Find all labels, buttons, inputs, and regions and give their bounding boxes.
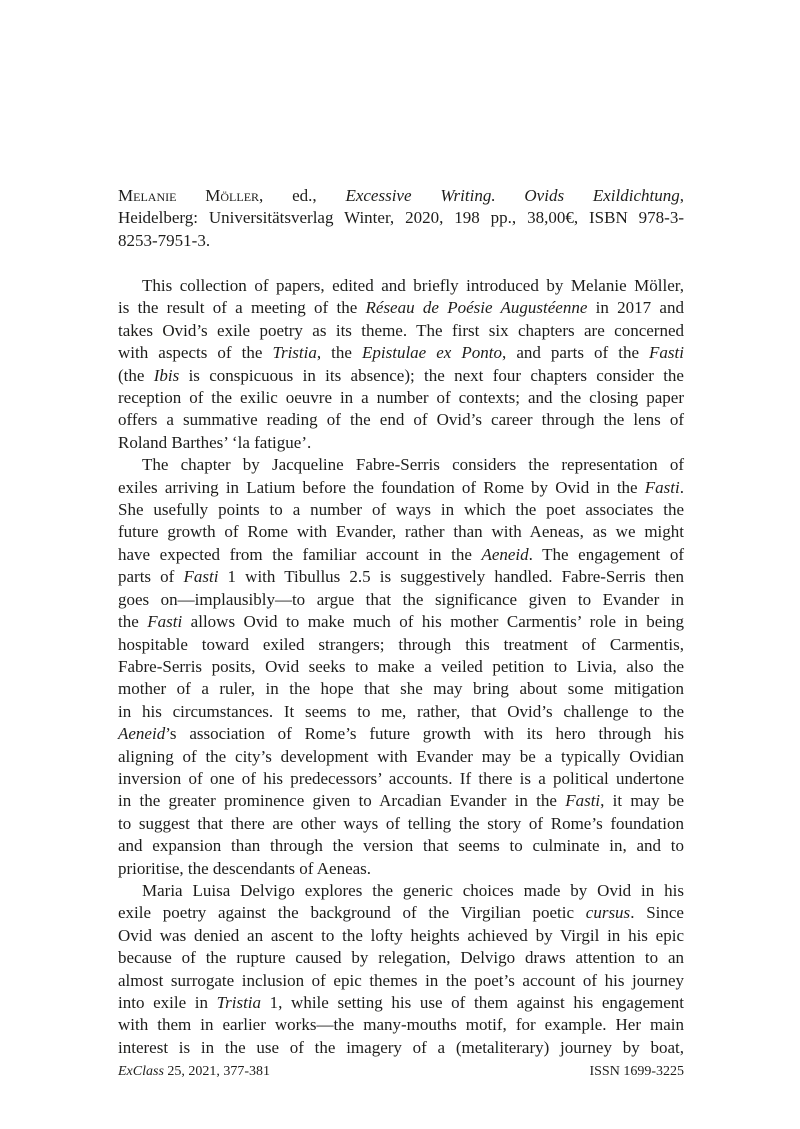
- text-line: [118, 320, 684, 342]
- bibliographic-header: [118, 185, 684, 252]
- text-segment: cursus: [585, 903, 631, 923]
- paragraph: [118, 275, 684, 454]
- text-segment: with aspects of the: [118, 343, 273, 363]
- text-line: [118, 275, 684, 297]
- text-segment: This collection of papers, edited and briefly introduced by Melanie Möller,: [142, 276, 684, 295]
- text-line: [118, 970, 684, 992]
- text-line: [118, 656, 684, 678]
- text-line: [118, 499, 684, 521]
- text-line: [118, 634, 684, 656]
- text-line: [118, 297, 684, 319]
- text-line: [118, 835, 684, 857]
- text-line: [118, 544, 684, 566]
- text-line: [118, 701, 684, 723]
- text-line: [118, 858, 684, 880]
- text-segment: in the greater prominence given to Arcadian Evander in the: [118, 791, 566, 811]
- text-segment: in his circumstances. It seems to me, rather, that Ovid’s challenge to the: [118, 701, 684, 721]
- text-line: [118, 387, 684, 409]
- text-segment: Fabre-Serris posits, Ovid seeks to make a veiled petition to Livia, also the: [118, 656, 684, 676]
- text-segment: Fasti: [147, 612, 183, 632]
- text-segment: parts of: [118, 567, 184, 587]
- paragraph: [118, 880, 684, 1059]
- text-segment: takes Ovid’s exile poetry as its theme. The first six chapters are concerned: [118, 320, 684, 340]
- text-line: [118, 925, 684, 947]
- text-line: [118, 678, 684, 700]
- text-segment: future growth of Rome with Evander, rather than with Aeneas, as we might: [118, 522, 684, 542]
- text-segment: into exile in: [118, 993, 217, 1012]
- text-segment: aligning of the city’s development with Evander may be a typically Ovidian: [118, 746, 684, 766]
- review-body: [118, 253, 684, 1059]
- text-segment: , the: [316, 343, 362, 363]
- text-segment: . Since: [630, 903, 684, 923]
- text-line: [118, 409, 684, 431]
- text-line: [118, 947, 684, 969]
- text-segment: interest is in the use of the imagery of a (metaliterary) journey by boat,: [118, 1037, 684, 1057]
- reviewed-book-title: Excessive Writing. Ovids Exildichtung: [345, 186, 680, 205]
- journal-name: ExClass: [118, 1064, 164, 1079]
- text-line: [118, 432, 684, 454]
- text-line: [118, 342, 684, 364]
- text-segment: Aeneid: [481, 544, 529, 564]
- text-segment: goes on—implausibly—to argue that the significance given to Evander in: [118, 589, 684, 609]
- text-segment: Ibis: [153, 365, 180, 385]
- text-line: [118, 880, 684, 902]
- text-segment: prioritise, the descendants of Aeneas.: [118, 858, 372, 878]
- text-segment: Fasti: [644, 477, 680, 497]
- journal-citation: ExClass 25, 2021, 377-381: [118, 1064, 271, 1079]
- text-line: [118, 790, 684, 812]
- text-segment: and expansion than through the version that seems to culminate in, and to: [118, 836, 684, 856]
- text-segment: Aeneid: [118, 724, 166, 744]
- text-line: [118, 1014, 684, 1036]
- text-segment: Epistulae ex Ponto: [362, 343, 503, 363]
- text-segment: Fasti: [183, 567, 219, 587]
- text-segment: Fasti: [649, 343, 684, 363]
- text-segment: inversion of one of his predecessors’ accounts. If there is a political undertone: [118, 768, 684, 788]
- text-segment: Roland Barthes’ ‘la fatigue’.: [118, 432, 312, 452]
- text-segment: mother of a ruler, in the hope that she may bring about some mitigation: [118, 679, 684, 699]
- paragraph: [118, 454, 684, 880]
- text-segment: ’s association of Rome’s future growth with its hero through his: [165, 724, 684, 744]
- text-line: [118, 1037, 684, 1059]
- header-line-1: Melanie Möller, ed., Excessive Writing. Ovids Exildichtung,: [118, 186, 684, 205]
- text-line: [118, 521, 684, 543]
- text-segment: offers a summative reading of the end of Ovid’s career through the lens of: [118, 410, 684, 430]
- paragraph-gap: [118, 253, 684, 275]
- text-segment: , and parts of the: [502, 343, 650, 363]
- journal-issn: ISSN 1699-3225: [589, 1064, 684, 1079]
- reviewed-editor: Melanie Möller: [118, 186, 260, 205]
- text-segment: is conspicuous in its absence); the next four chapters consider the: [179, 365, 684, 385]
- text-segment: reception of the exilic oeuvre in a number of contexts; and the closing paper: [118, 388, 684, 408]
- text-segment: Réseau de Poésie Augustéenne: [365, 298, 588, 318]
- text-line: [118, 566, 684, 588]
- text-line: [118, 723, 684, 745]
- text-segment: , it may be: [600, 791, 684, 811]
- text-segment: hospitable toward exiled strangers; through this treatment of Carmentis,: [118, 634, 684, 654]
- text-segment: exile poetry against the background of the Virgilian poetic: [118, 903, 586, 923]
- text-segment: in 2017 and: [587, 298, 684, 318]
- text-line: [118, 992, 684, 1014]
- text-segment: Tristia: [216, 993, 262, 1012]
- text-segment: Tristia: [272, 343, 317, 363]
- text-segment: Ovid was denied an ascent to the lofty heights achieved by Virgil in his epic: [118, 925, 684, 945]
- text-line: [118, 902, 684, 924]
- text-segment: exiles arriving in Latium before the foundation of Rome by Ovid in the: [118, 477, 645, 497]
- text-line: [118, 611, 684, 633]
- text-segment: almost surrogate inclusion of epic themes in the poet’s account of his journey: [118, 970, 684, 990]
- text-segment: The chapter by Jacqueline Fabre-Serris considers the representation of: [142, 455, 684, 475]
- text-segment: . The engagement of: [528, 544, 684, 564]
- text-segment: 1 with Tibullus 2.5 is suggestively handled. Fabre-Serris then: [218, 567, 684, 587]
- text-line: [118, 746, 684, 768]
- header-line-2: Heidelberg: Universitätsverlag Winter, 2020, 198 pp., 38,00€, ISBN 978-3-: [118, 208, 684, 228]
- text-segment: is the result of a meeting of the: [118, 298, 366, 318]
- text-segment: Maria Luisa Delvigo explores the generic choices made by Ovid in his: [142, 880, 684, 900]
- text-segment: (the: [118, 365, 154, 385]
- header-line-3: 8253-7951-3.: [118, 230, 211, 250]
- text-segment: 1, while setting his use of them against his engagement: [261, 993, 684, 1012]
- text-segment: allows Ovid to make much of his mother Carmentis’ role in being: [182, 612, 684, 632]
- text-segment: because of the rupture caused by relegation, Delvigo draws attention to an: [118, 948, 684, 968]
- text-segment: Fasti: [565, 791, 601, 811]
- text-segment: to suggest that there are other ways of telling the story of Rome’s foundation: [118, 813, 684, 833]
- text-segment: She usefully points to a number of ways in which the poet associates the: [118, 500, 684, 520]
- text-segment: have expected from the familiar account in the: [118, 544, 482, 564]
- text-segment: .: [679, 477, 684, 497]
- text-line: [118, 813, 684, 835]
- text-line: [118, 365, 684, 387]
- text-segment: the: [118, 612, 148, 632]
- text-line: [118, 477, 684, 499]
- text-segment: with them in earlier works—the many-mouths motif, for example. Her main: [118, 1015, 684, 1035]
- text-line: [118, 768, 684, 790]
- text-line: [118, 454, 684, 476]
- text-line: [118, 589, 684, 611]
